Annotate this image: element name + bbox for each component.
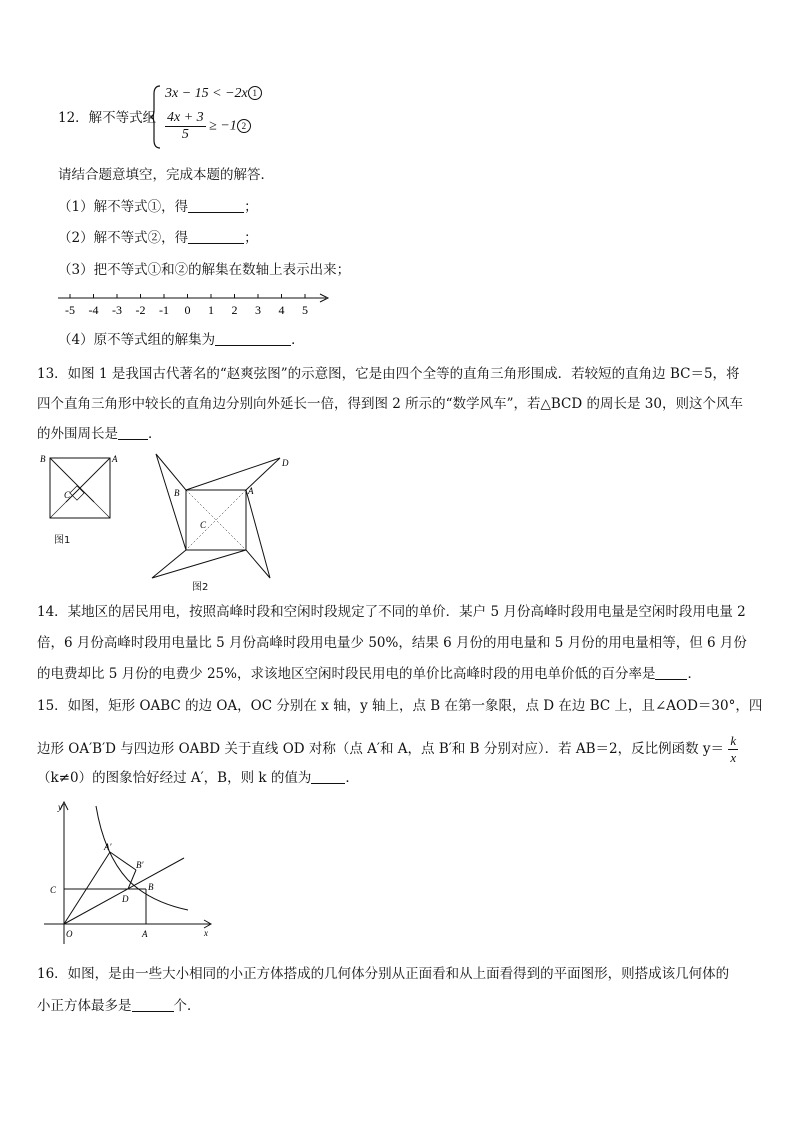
fig2-label-C: C	[200, 520, 207, 530]
q14-line3	[37, 664, 701, 684]
fig2-caption: 图2	[192, 582, 209, 593]
fig15-label-A-prime: A′	[104, 842, 112, 852]
number-line-tick-label: 1	[208, 303, 214, 317]
figure-q15-coordinate	[38, 798, 218, 946]
fig15-label-A: A	[142, 929, 148, 939]
fig1-label-B: B	[40, 454, 46, 464]
q13-line3-text: 的外围周长是	[37, 426, 118, 442]
q13-line1: 13．如图 1 是我国古代著名的“赵爽弦图”的示意图，它是由四个全等的直角三角形围成．若较短的直角边 BC＝5，将	[37, 366, 740, 382]
q16-line2	[37, 996, 201, 1016]
q15-line2-text: 边形 OA′B′D 与四边形 OABD 关于直线 OD 对称（点 A′和 A，点 B′和 B 分别对应）．若 AB＝2，反比例函数 y＝	[37, 741, 725, 757]
number-line-tick-label: -3	[112, 303, 122, 317]
fig1-label-A: A	[112, 454, 118, 464]
q12-step2-text: （2）解不等式②，得	[58, 230, 189, 246]
q12-step3: （3）把不等式①和②的解集在数轴上表示出来；	[58, 262, 351, 278]
q15-line3	[37, 768, 359, 788]
answer-blank-2[interactable]	[188, 229, 244, 244]
q12-instruction: 请结合题意填空，完成本题的解答．	[58, 167, 274, 183]
q13-line3-end: ．	[148, 426, 162, 442]
number-line	[56, 288, 336, 320]
q15-line2	[37, 733, 738, 766]
number-line-tick-label: -5	[65, 303, 75, 317]
fraction-numerator: 4x + 3	[167, 110, 204, 125]
figure-2-windmill	[146, 452, 296, 582]
fig15-label-B: B	[148, 882, 154, 892]
q12-step4	[58, 330, 305, 350]
fig15-label-D: D	[122, 894, 129, 904]
q15-line1: 15．如图，矩形 OABC 的边 OA，OC 分别在 x 轴，y 轴上，点 B 在第一象限，点 D 在边 BC 上，且∠AOD＝30°，四	[37, 698, 763, 714]
answer-blank-q14[interactable]	[655, 665, 687, 680]
number-line-tick-label: -1	[159, 303, 169, 317]
answer-blank-1[interactable]	[188, 198, 244, 213]
number-line-tick-label: 2	[231, 303, 238, 317]
q12-step4-period: ．	[291, 332, 305, 348]
fig1-caption: 图1	[54, 535, 71, 546]
number-line-tick-label: -2	[135, 303, 146, 317]
fig15-label-O: O	[66, 929, 73, 939]
q15-line3-text: （k≠0）的图象恰好经过 A′，B，则 k 的值为	[37, 770, 312, 786]
answer-blank-3[interactable]	[215, 331, 291, 346]
fig15-label-B-prime: B′	[136, 860, 144, 870]
q14-line3-end: ．	[687, 666, 701, 682]
circle-mark-1: 1	[248, 86, 262, 100]
q12-prefix: 12．解不等式组	[58, 110, 157, 126]
fig2-label-A: A	[248, 486, 254, 496]
inequality-2-fraction	[165, 110, 206, 143]
number-line-tick-label: 0	[184, 303, 191, 317]
q13-line2: 四个直角三角形中较长的直角边分别向外延长一倍，得到图 2 所示的“数学风车”，若△BCD 的周长是 30，则这个风车	[37, 396, 743, 412]
system-brace	[150, 84, 162, 150]
q12-step1-semicolon: ；	[244, 199, 258, 215]
answer-blank-q16[interactable]	[132, 997, 174, 1012]
q12-step2	[58, 228, 258, 248]
answer-blank-q13[interactable]	[118, 425, 148, 440]
q14-line3-text: 的电费却比 5 月份的电费少 25%，求该地区空闲时段民用电的单价比高峰时段的用电单价低的百分率是	[37, 666, 656, 682]
fig1-label-C: C	[64, 490, 71, 500]
figure-1-zhao-shuang	[38, 452, 118, 524]
q12-step4-text: （4）原不等式组的解集为	[58, 332, 216, 348]
circle-mark-2: 2	[237, 119, 251, 133]
q15-fraction-numerator: k	[730, 733, 737, 748]
fig15-label-x: x	[204, 928, 208, 938]
fig2-label-B: B	[174, 488, 180, 498]
q16-line2-end: 个．	[173, 998, 201, 1014]
number-line-tick-label: 5	[302, 303, 308, 317]
number-line-tick-label: -4	[88, 303, 99, 317]
fig15-label-C: C	[50, 885, 57, 895]
q14-line2: 倍，6 月份高峰时段用电量比 5 月份高峰时段用电量少 50%，结果 6 月份的用电量和 5 月份的用电量相等，但 6 月份	[37, 635, 747, 651]
fig15-label-y: y	[58, 802, 62, 812]
q16-line1: 16．如图，是由一些大小相同的小正方体搭成的几何体分别从正面看和从上面看得到的平面图形，则搭成该几何体的	[37, 966, 730, 982]
fraction-denominator: 5	[181, 127, 189, 142]
q15-fraction-denominator: x	[730, 750, 737, 765]
q16-line2-text: 小正方体最多是	[37, 998, 132, 1014]
answer-blank-q15[interactable]	[311, 769, 345, 784]
q12-step2-semicolon: ；	[244, 230, 258, 246]
q14-line1: 14．某地区的居民用电，按照高峰时段和空闲时段规定了不同的单价．某户 5 月份高峰时段用电量是空闲时段用电量 2	[37, 604, 746, 620]
q12-step1	[58, 197, 258, 217]
fig2-label-D: D	[282, 458, 289, 468]
inequality-1-text: 3x − 15 < −2x	[165, 86, 248, 101]
q15-line3-end: ．	[345, 770, 359, 786]
number-line-tick-label: 4	[278, 303, 285, 317]
inequality-1	[165, 86, 262, 102]
number-line-tick-label: 3	[255, 303, 261, 317]
inequality-2-rest: ≥ −1	[209, 118, 237, 134]
q15-fraction	[728, 733, 738, 766]
q13-line3	[37, 424, 162, 444]
q12-step1-text: （1）解不等式①，得	[58, 199, 189, 215]
inequality-2	[165, 110, 251, 143]
